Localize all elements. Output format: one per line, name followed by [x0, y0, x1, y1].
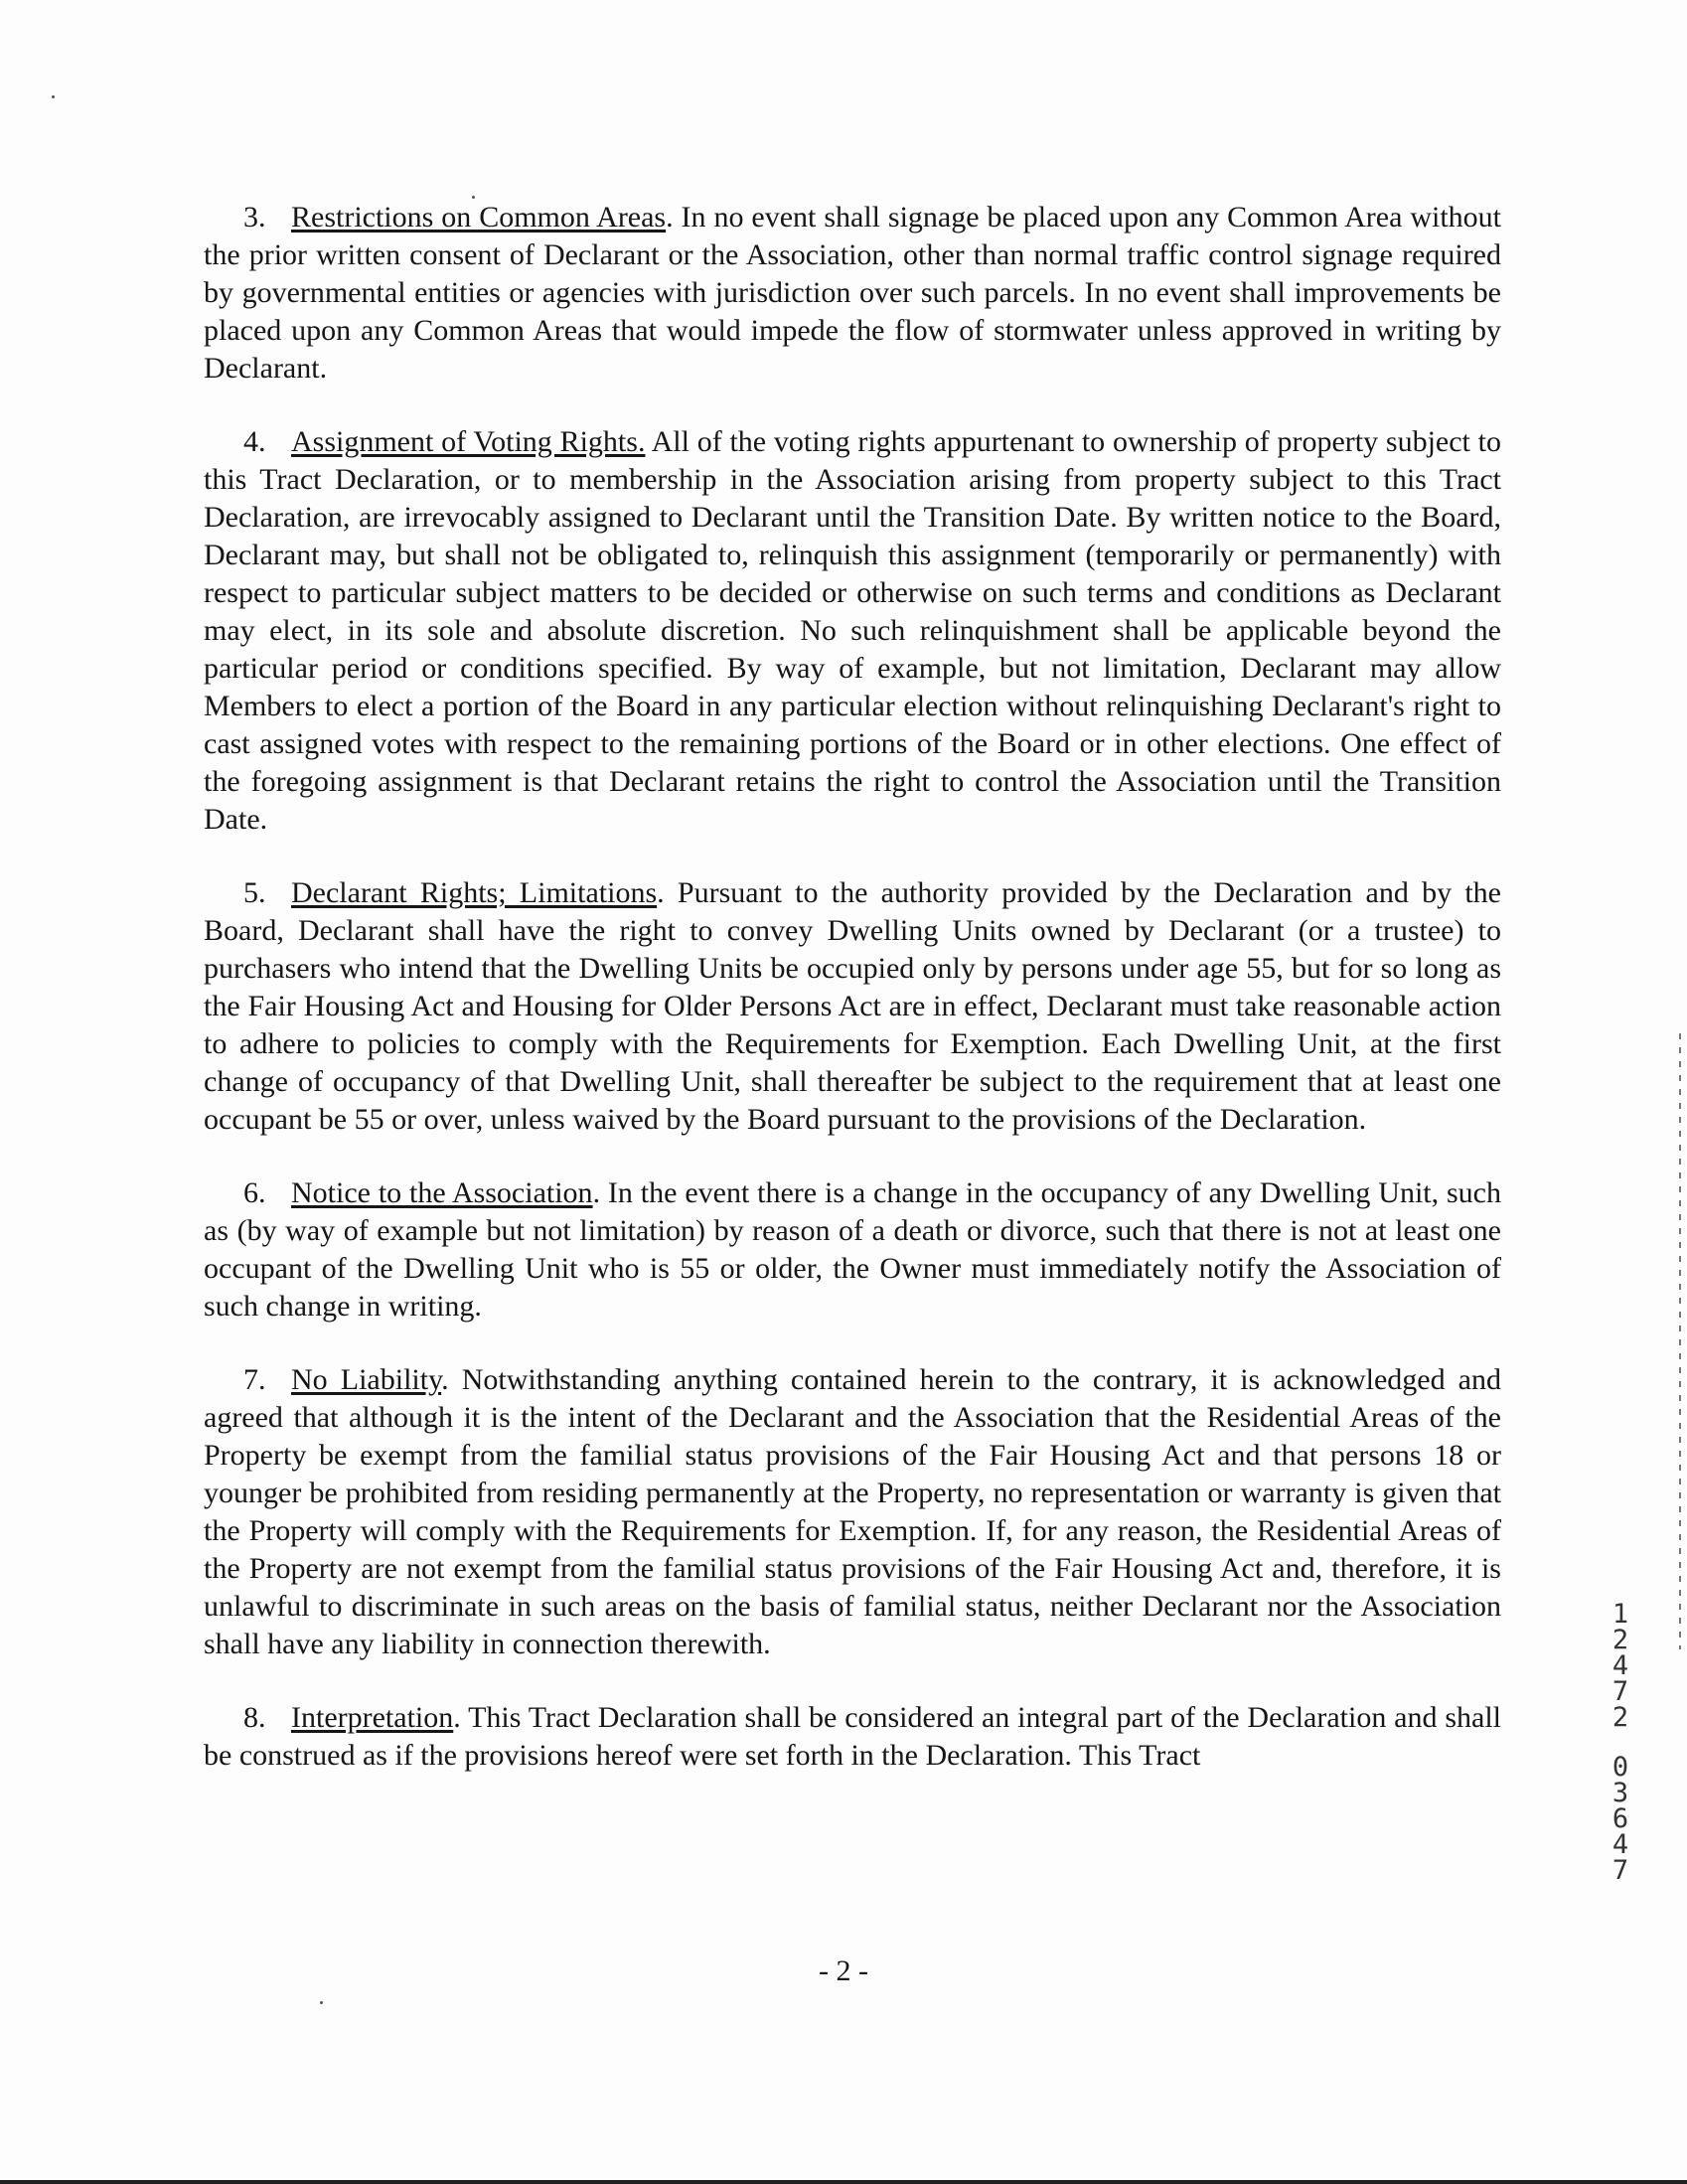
section-body: In no event shall signage be placed upon any Common Area without the prior written consent of Declarant or the Association, other than normal traffic control signage required by governmental entities or agencies with jurisdiction over such parcels. In no event shall improvements be placed upon any Common Areas that would impede the flow of stormwater unless approved in writing by Declarant.: [204, 201, 1501, 385]
section-3: [204, 199, 1501, 388]
page-number: - 2 -: [819, 1954, 868, 1987]
section-5: [204, 874, 1501, 1139]
section-6: [204, 1174, 1501, 1326]
section-body: This Tract Declaration shall be considered an integral part of the Declaration and shall be construed as if the provisions hereof were set forth in the Declaration. This Tract: [204, 1701, 1501, 1772]
stamp-digit: 2: [1611, 1625, 1629, 1655]
section-heading: Declarant Rights; Limitations: [291, 876, 658, 909]
section-heading: Notice to the Association: [291, 1176, 593, 1209]
section-number: 3.: [243, 201, 266, 234]
section-heading: Assignment of Voting Rights.: [291, 425, 646, 458]
section-heading-suffix: .: [666, 201, 674, 234]
section-number: 5.: [243, 876, 266, 909]
section-number: 8.: [243, 1701, 266, 1734]
section-heading-suffix: .: [657, 876, 665, 909]
section-8: [204, 1699, 1501, 1775]
section-heading: Restrictions on Common Areas: [291, 201, 667, 234]
section-number: 7.: [243, 1363, 266, 1396]
section-4: [204, 423, 1501, 839]
scan-bottom-edge: [0, 2180, 1687, 2184]
section-7: [204, 1361, 1501, 1663]
stamp-digit: 7: [1611, 1855, 1629, 1886]
stamp-digit: 4: [1611, 1650, 1629, 1681]
stamp-digit: 0: [1611, 1752, 1629, 1783]
section-body: In the event there is a change in the occupancy of any Dwelling Unit, such as (by way of example but not limitation) by reason of a death or divorce, such that there is not at least one occupant of the Dwelling Unit who is 55 or older, the Owner must immediately notify the Association of such change in writing.: [204, 1176, 1501, 1323]
section-body: Notwithstanding anything contained herein to the contrary, it is acknowledged and agreed that although it is the intent of the Declarant and the Association that the Residential Areas of the Property be exempt from the familial status provisions of the Fair Housing Act and that persons 18 or younger be prohibited from residing permanently at the Property, no representation or warranty is given that the Property will comply with the Requirements for Exemption. If, for any reason, the Residential Areas of the Property are not exempt from the familial status provisions of the Fair Housing Act and, therefore, it is unlawful to discriminate in such areas on the basis of familial status, neither Declarant nor the Association shall have any liability in connection therewith.: [204, 1363, 1501, 1660]
stamp-digit: 6: [1611, 1803, 1629, 1834]
section-body: Pursuant to the authority provided by the Declaration and by the Board, Declarant shall have the right to convey Dwelling Units owned by Declarant (or a trustee) to purchasers who intend that the Dwelling Units be occupied only by persons under age 55, but for so long as the Fair Housing Act and Housing for Older Persons Act are in effect, Declarant must take reasonable action to adhere to policies to comply with the Requirements for Exemption. Each Dwelling Unit, at the first change of occupancy of that Dwelling Unit, shall thereafter be subject to the requirement that at least one occupant be 55 or over, unless waived by the Board pursuant to the provisions of the Declaration.: [204, 876, 1501, 1136]
section-body: All of the voting rights appurtenant to ownership of property subject to this Tract Declaration, or to membership in the Association arising from property subject to this Tract Declaration, are irrevocably assigned to Declarant until the Transition Date. By written notice to the Board, Declarant may, but shall not be obligated to, relinquish this assignment (temporarily or permanently) with respect to particular subject matters to be decided or otherwise on such terms and conditions as Declarant may elect, in its sole and absolute discretion. No such relinquishment shall be applicable beyond the particular period or conditions specified. By way of example, but not limitation, Declarant may allow Members to elect a portion of the Board in any particular election without relinquishing Declarant's right to cast assigned votes with respect to the remaining portions of the Board or in other elections. One effect of the foregoing assignment is that Declarant retains the right to control the Association until the Transition Date.: [204, 425, 1501, 836]
section-heading-suffix: .: [453, 1701, 461, 1734]
scan-speck: [320, 2001, 323, 2004]
stamp-digit: 2: [1611, 1702, 1629, 1733]
scan-edge-mark: [1679, 1033, 1681, 1649]
section-heading: Interpretation: [291, 1701, 454, 1734]
stamp-digit: 4: [1611, 1829, 1629, 1860]
scan-speck: [52, 95, 55, 98]
section-heading-suffix: .: [441, 1363, 449, 1396]
recording-stamp: [1606, 1599, 1635, 1886]
stamp-digit: 1: [1611, 1599, 1629, 1630]
stamp-digit: 3: [1611, 1778, 1629, 1808]
section-number: 4.: [243, 425, 266, 458]
document-body: [204, 199, 1501, 1810]
section-heading: No Liability: [291, 1363, 442, 1396]
section-heading-suffix: .: [592, 1176, 601, 1209]
section-number: 6.: [243, 1176, 266, 1209]
stamp-digit: 7: [1611, 1676, 1629, 1707]
